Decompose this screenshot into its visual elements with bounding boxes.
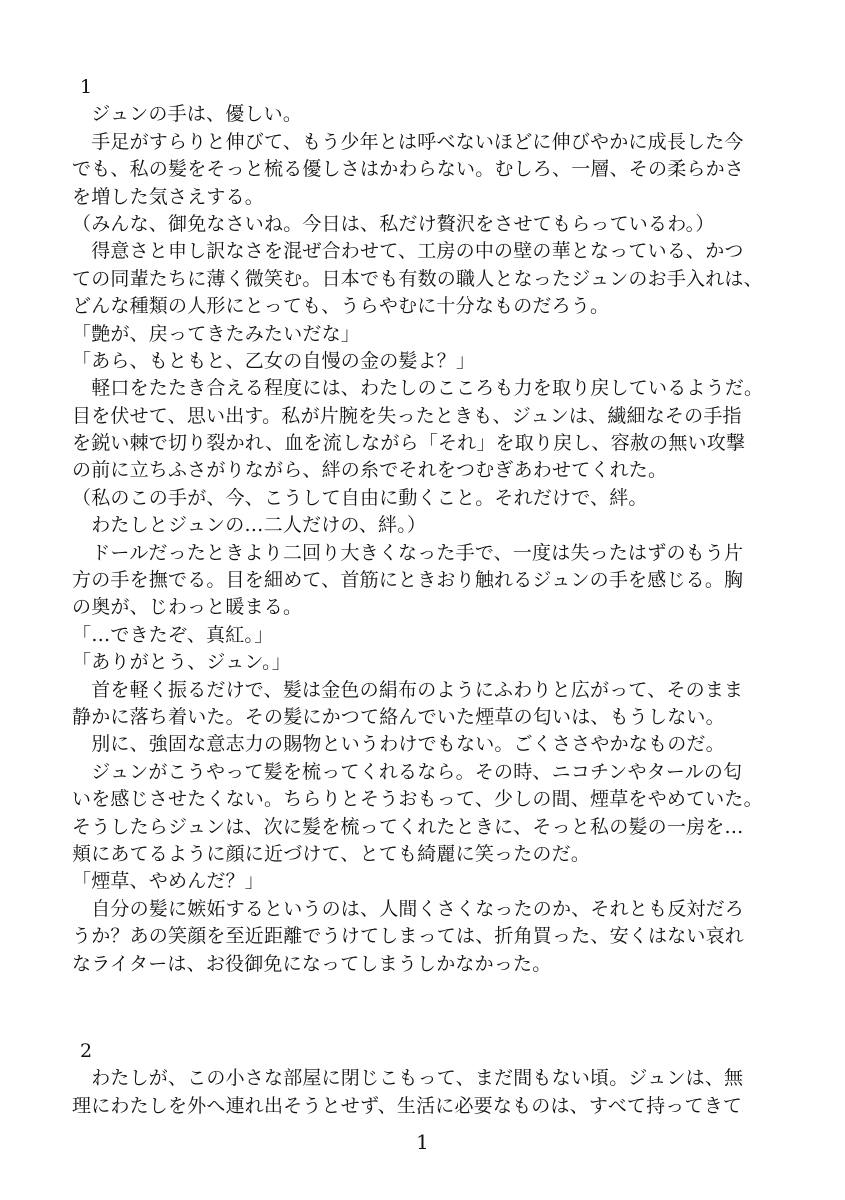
text-line: ドールだったときより二回り大きくなった手で、一度は失ったはずのもう片 (72, 541, 744, 564)
text-line: そうしたらジュンは、次に髪を梳ってくれたときに、そっと私の髪の一房を… (72, 815, 744, 838)
text-line: 方の手を撫でる。目を細めて、首筋にときおり触れるジュンの手を感じる。胸 (72, 569, 744, 592)
text-line: ての同輩たちに薄く微笑む。日本でも有数の職人となったジュンのお手入れは、 (72, 267, 763, 290)
text-line: 目を伏せて、思い出す。私が片腕を失ったときも、ジュンは、繊細なその手指 (72, 404, 742, 427)
text-line: わたしが、この小さな部屋に閉じこもって、まだ間もない頃。ジュンは、無 (72, 1067, 744, 1090)
text-line: なライターは、お役御免になってしまうしかなかった。 (72, 952, 552, 975)
page-number: 1 (416, 1130, 429, 1154)
section-2 (72, 1038, 782, 1120)
text-line: でも、私の髪をそっと梳る優しさはかわらない。むしろ、一層、その柔らかさ (72, 158, 745, 181)
text-line: 「…できたぞ、真紅。」 (72, 623, 274, 646)
text-line: を鋭い棘で切り裂かれ、血を流しながら「それ」を取り戻し、容赦の無い攻撃 (72, 432, 746, 455)
text-line: ジュンの手は、優しい。 (72, 103, 303, 126)
text-line: いを感じさせたくない。ちらりとそうおもって、少しの間、煙草をやめていた。 (72, 788, 763, 811)
text-line: （私のこの手が、今、こうして自由に動くこと。それだけで、絆。 (72, 486, 648, 509)
text-line: 「あら、もともと、乙女の自慢の金の髪よ？」 (72, 349, 476, 372)
text-line: どんな種類の人形にとっても、うらやむに十分なものだろう。 (72, 295, 610, 318)
text-line: わたしとジュンの…二人だけの、絆。） (72, 514, 427, 537)
text-line: 首を軽く振るだけで、髪は金色の絹布のようにふわりと広がって、そのまま (72, 678, 744, 701)
section-1-number: 1 (80, 76, 93, 98)
text-line: 得意さと申し訳なさを混ぜ合わせて、工房の中の壁の華となっている、かつ (72, 240, 744, 263)
section-2-number: 2 (80, 1040, 93, 1062)
text-line: （みんな、御免なさいね。今日は、私だけ贅沢をさせてもらっているわ。） (72, 212, 715, 235)
text-line: 軽口をたたき合える程度には、わたしのこころも力を取り戻しているようだ。 (72, 377, 764, 400)
text-line: うか？あの笑顔を至近距離でうけてしまっては、折角買った、安くはない哀れ (72, 925, 745, 948)
text-line: 頬にあてるように顔に近づけて、とても綺麗に笑ったのだ。 (72, 842, 591, 865)
text-line: を増した気さえする。 (72, 185, 265, 208)
text-line: 理にわたしを外へ連れ出そうとせず、生活に必要なものは、すべて持ってきて (72, 1094, 743, 1117)
section-1 (72, 74, 782, 978)
text-line: 手足がすらりと伸びて、もう少年とは呼べないほどに伸びやかに成長した今 (72, 130, 744, 153)
text-line: の前に立ちふさがりながら、絆の糸でそれをつむぎあわせてくれた。 (72, 459, 668, 482)
text-line: の奥が、じわっと暖まる。 (72, 596, 303, 619)
text-line: 静かに落ち着いた。その髪にかつて絡んでいた煙草の匂いは、もうしない。 (72, 705, 725, 728)
text-line: 別に、強固な意志力の賜物というわけでもない。ごくささやかなものだ。 (72, 733, 725, 756)
text-line: 「煙草、やめんだ？」 (72, 870, 265, 893)
text-line: ジュンがこうやって髪を梳ってくれるなら。その時、ニコチンやタールの匂 (72, 760, 743, 783)
text-line: 「艶が、戻ってきたみたいだな」 (72, 322, 361, 345)
text-line: 「ありがとう、ジュン。」 (72, 651, 292, 674)
text-line: 自分の髪に嫉妬するというのは、人間くさくなったのか、それとも反対だろ (72, 897, 745, 920)
